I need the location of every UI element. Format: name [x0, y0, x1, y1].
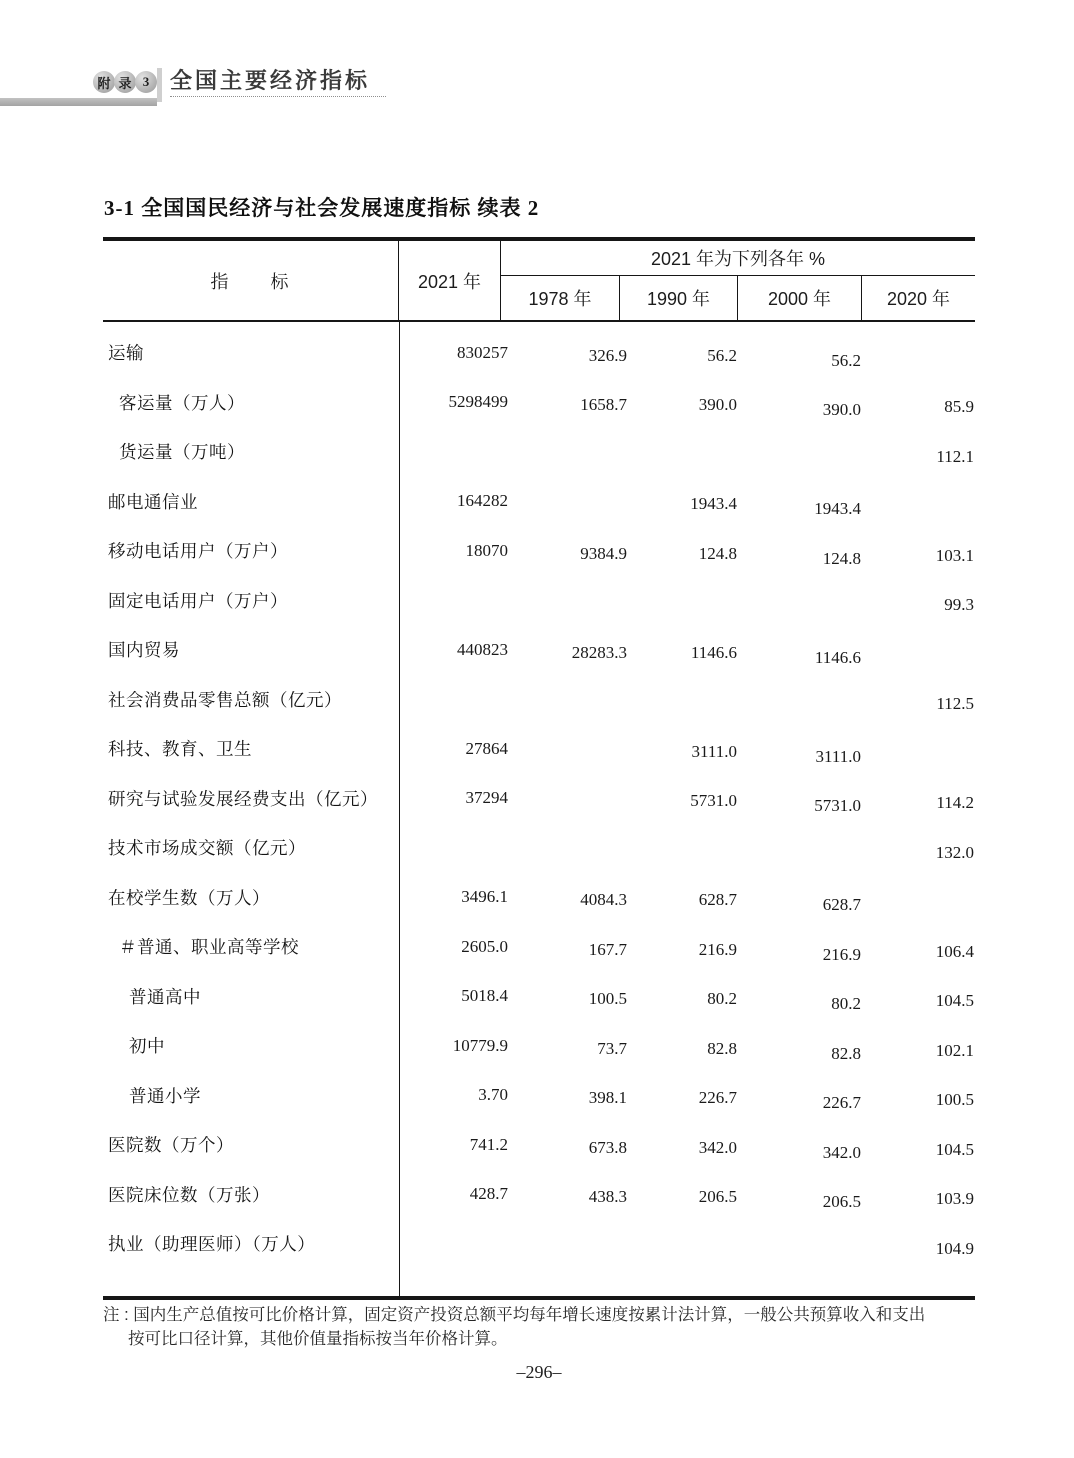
- cell-2000: 124.8: [822, 548, 861, 568]
- cell-1990: 628.7: [698, 890, 737, 910]
- row-label: 研究与试验发展经费支出（亿元）: [108, 788, 378, 809]
- footnote: [103, 1303, 988, 1351]
- table-row: [103, 972, 975, 1022]
- table-header: [103, 237, 975, 322]
- table-body: [103, 322, 975, 1300]
- table-row: [103, 1071, 975, 1121]
- cell-1990: 206.5: [698, 1187, 737, 1207]
- cell-2021: 164282: [457, 491, 508, 511]
- table-row: [103, 1021, 975, 1071]
- row-label: 国内贸易: [108, 640, 180, 661]
- table-row: [103, 378, 975, 428]
- row-label: 在校学生数（万人）: [108, 887, 270, 908]
- cell-1990: 80.2: [707, 989, 737, 1009]
- column-header-2021: 2021 年: [399, 241, 501, 320]
- cell-1978: 1658.7: [580, 395, 627, 415]
- cell-2000: 3111.0: [815, 746, 861, 766]
- cell-2020: 106.4: [935, 941, 974, 961]
- statistics-table: [103, 237, 975, 1300]
- cell-2021: 440823: [457, 639, 508, 659]
- row-label: 医院数（万个）: [108, 1135, 234, 1156]
- cell-1990: 82.8: [707, 1038, 737, 1058]
- header-vertical-divider: [157, 68, 162, 102]
- table-row: [103, 526, 975, 576]
- table-row: [103, 1170, 975, 1220]
- row-label: ＃普通、职业高等学校: [119, 937, 299, 958]
- cell-1978: 73.7: [597, 1038, 627, 1058]
- column-header-1978: 1978 年: [528, 289, 592, 309]
- cell-2020: 132.0: [935, 842, 974, 862]
- row-label: 货运量（万吨）: [119, 442, 245, 463]
- cell-2020: 112.1: [936, 446, 974, 466]
- footnote-line-2: 按可比口径计算，其他价值量指标按当年价格计算。: [128, 1330, 508, 1348]
- row-label: 客运量（万人）: [119, 392, 245, 413]
- table-row: [103, 477, 975, 527]
- column-header-1990: 1990 年: [619, 276, 737, 320]
- cell-2020: 99.3: [944, 595, 974, 615]
- table-row: [103, 724, 975, 774]
- cell-1978: 673.8: [588, 1137, 627, 1157]
- cell-2000: 82.8: [831, 1043, 861, 1063]
- column-header-indicator: 指 标: [103, 241, 399, 320]
- cell-2020: 104.5: [935, 991, 974, 1011]
- cell-1978: 398.1: [588, 1088, 627, 1108]
- cell-2020: 103.1: [935, 545, 974, 565]
- cell-2000: 226.7: [822, 1093, 861, 1113]
- column-header-2000: 2000 年: [737, 276, 861, 320]
- row-label: 社会消费品零售总额（亿元）: [108, 689, 342, 710]
- cell-1990: 1943.4: [690, 494, 737, 514]
- cell-1978: 28283.3: [571, 642, 627, 662]
- running-head: [0, 70, 1074, 115]
- cell-1990: 56.2: [707, 345, 737, 365]
- cell-2021: 3.70: [478, 1085, 508, 1105]
- badge-circle-char-2: 录: [114, 71, 136, 93]
- cell-2021: 5298499: [448, 392, 508, 412]
- cell-2021: 830257: [457, 342, 508, 362]
- row-label: 普通高中: [129, 986, 201, 1007]
- cell-2021: 3496.1: [461, 887, 508, 907]
- cell-2020: 104.9: [935, 1238, 974, 1258]
- badge-circle-char-3: 3: [135, 71, 157, 93]
- table-row: [103, 774, 975, 824]
- row-label: 科技、教育、卫生: [108, 739, 252, 760]
- table-row: [103, 922, 975, 972]
- column-header-span: 2021 年为下列各年 %: [501, 241, 975, 276]
- cell-1978: 100.5: [588, 989, 627, 1009]
- cell-1978: 167.7: [588, 939, 627, 959]
- cell-2000: 390.0: [822, 400, 861, 420]
- row-label: 普通小学: [129, 1085, 201, 1106]
- cell-2000: 628.7: [822, 895, 861, 915]
- cell-1990: 342.0: [698, 1137, 737, 1157]
- cell-2021: 10779.9: [452, 1035, 508, 1055]
- table-row: [103, 873, 975, 923]
- cell-2021: 741.2: [469, 1134, 508, 1154]
- table-row: [103, 328, 975, 378]
- cell-2020: 103.9: [935, 1189, 974, 1209]
- cell-2000: 56.2: [831, 350, 861, 370]
- cell-2020: 85.9: [944, 397, 974, 417]
- cell-2021: 428.7: [469, 1184, 508, 1204]
- row-label: 执业（助理医师）（万人）: [108, 1234, 316, 1255]
- table-row: [103, 1219, 975, 1269]
- badge-circle-char-1: 附: [93, 71, 115, 93]
- cell-1978: 438.3: [588, 1187, 627, 1207]
- cell-2021: 18070: [465, 540, 508, 560]
- cell-2000: 5731.0: [814, 796, 861, 816]
- section-title: 全国主要经济指标: [170, 67, 386, 97]
- cell-2000: 1943.4: [814, 499, 861, 519]
- cell-1990: 390.0: [698, 395, 737, 415]
- cell-2020: 114.2: [936, 793, 974, 813]
- cell-2000: 80.2: [831, 994, 861, 1014]
- row-label: 移动电话用户（万户）: [108, 541, 288, 562]
- cell-1978: 326.9: [588, 345, 627, 365]
- row-label: 邮电通信业: [108, 491, 198, 512]
- row-label: 医院床位数（万张）: [108, 1184, 270, 1205]
- footnote-line-1: 注 : 国内生产总值按可比价格计算，固定资产投资总额平均每年增长速度按累计法计算，一般公共预算收入和支出: [103, 1306, 926, 1324]
- cell-2021: 27864: [465, 738, 508, 758]
- cell-2000: 342.0: [822, 1142, 861, 1162]
- cell-2000: 206.5: [822, 1192, 861, 1212]
- appendix-badge: [93, 71, 156, 93]
- table-row: [103, 675, 975, 725]
- table-row: [103, 625, 975, 675]
- row-label: 技术市场成交额（亿元）: [108, 838, 306, 859]
- cell-1990: 216.9: [698, 939, 737, 959]
- cell-2000: 1146.6: [814, 647, 861, 667]
- column-header-2020: 2020 年: [861, 276, 975, 320]
- cell-1990: 124.8: [698, 543, 737, 563]
- cell-1978: 4084.3: [580, 890, 627, 910]
- cell-2020: 102.1: [935, 1040, 974, 1060]
- header-gray-bar: [0, 98, 157, 106]
- row-label: 固定电话用户（万户）: [108, 590, 288, 611]
- table-row: [103, 823, 975, 873]
- table-row: [103, 576, 975, 626]
- table-row: [103, 427, 975, 477]
- row-label: 初中: [129, 1036, 165, 1057]
- page-number: –296–: [516, 1362, 562, 1382]
- cell-2020: 104.5: [935, 1139, 974, 1159]
- indicator-column-divider: [399, 322, 400, 1296]
- cell-2021: 37294: [465, 788, 508, 808]
- table-row: [103, 1120, 975, 1170]
- cell-2021: 2605.0: [461, 936, 508, 956]
- cell-2020: 100.5: [935, 1090, 974, 1110]
- cell-1990: 226.7: [698, 1088, 737, 1108]
- cell-2021: 5018.4: [461, 986, 508, 1006]
- cell-1990: 1146.6: [690, 642, 737, 662]
- row-label: 运输: [108, 343, 144, 364]
- cell-2000: 216.9: [822, 944, 861, 964]
- table-title: 3-1 全国国民经济与社会发展速度指标 续表 2: [104, 196, 540, 220]
- cell-2020: 112.5: [936, 694, 974, 714]
- cell-1978: 9384.9: [580, 543, 627, 563]
- cell-1990: 5731.0: [690, 791, 737, 811]
- cell-1990: 3111.0: [691, 741, 737, 761]
